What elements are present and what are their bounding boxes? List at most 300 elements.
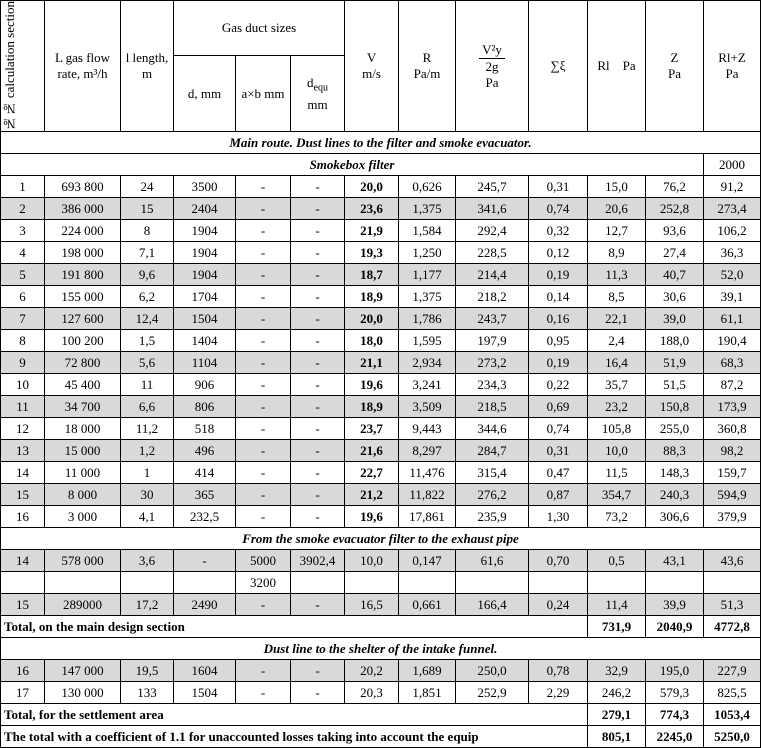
cell-length: 1,2 [121,440,174,462]
cell-velocity: 23,7 [345,418,399,440]
cell-section: 15 [1,594,45,616]
cell-xi: 0,78 [529,660,588,682]
table-row [1,264,761,286]
header-r: R Pa/m [399,1,456,132]
cell-dequ: - [291,506,345,528]
total-area-row [1,704,761,726]
cell-section: 13 [1,440,45,462]
cell-xi: 0,12 [529,242,588,264]
cell-rlz: 360,8 [704,418,761,440]
cell-z: 188,0 [646,330,704,352]
cell-rlz: 68,3 [704,352,761,374]
header-sizes: Gas duct sizes [174,1,345,56]
header-dequ: $d_{equ}$ mm [291,56,345,132]
header-d: d, mm [174,56,236,132]
total-main-rlz: 4772,8 [704,616,761,638]
cell-flow: 3 000 [45,506,121,528]
cell-rlz: 36,3 [704,242,761,264]
cell-axb-second: 3200 [236,572,291,594]
cell-axb: 5000 [236,550,291,572]
cell-rl: 11,3 [588,264,646,286]
cell-xi: 0,74 [529,198,588,220]
total-coef-rl: 805,1 [588,726,646,748]
header-z: Z Pa [646,1,704,132]
cell-rl: 10,0 [588,440,646,462]
cell-axb: - [236,484,291,506]
cell-d: 518 [174,418,236,440]
cell-length: 3,6 [121,550,174,572]
cell-dequ: - [291,308,345,330]
cell-axb: - [236,264,291,286]
cell-z: 306,6 [646,506,704,528]
cell-dequ: - [291,682,345,704]
cell-velocity: 16,5 [345,594,399,616]
cell-flow: 15 000 [45,440,121,462]
cell-axb: - [236,660,291,682]
cell-r: 11,822 [399,484,456,506]
cell-length: 11 [121,374,174,396]
cell-dequ: - [291,418,345,440]
cell-dynamic: 61,6 [456,550,529,572]
cell-rl: 11,5 [588,462,646,484]
table-row [1,462,761,484]
cell-flow: 578 000 [45,550,121,572]
table-row [1,418,761,440]
cell-xi: 1,30 [529,506,588,528]
cell-flow: 11 000 [45,462,121,484]
cell-flow: 224 000 [45,220,121,242]
cell-flow: 18 000 [45,418,121,440]
cell-section: 5 [1,264,45,286]
cell-rlz: 106,2 [704,220,761,242]
cell-r: 1,851 [399,682,456,704]
cell-xi: 0,95 [529,330,588,352]
cell-dequ: - [291,286,345,308]
cell-z: 76,2 [646,176,704,198]
cell-d: 1104 [174,352,236,374]
cell-length: 6,6 [121,396,174,418]
cell-rlz: 87,2 [704,374,761,396]
cell-dynamic: 218,2 [456,286,529,308]
cell-xi: 0,70 [529,550,588,572]
cell-section: 2 [1,198,45,220]
cell-axb: - [236,682,291,704]
table-row [1,374,761,396]
cell-length: 19,5 [121,660,174,682]
cell-section: 12 [1,418,45,440]
cell-rl: 8,9 [588,242,646,264]
cell-z: 255,0 [646,418,704,440]
cell-dynamic: 245,7 [456,176,529,198]
cell-z: 40,7 [646,264,704,286]
total-coef-z: 2245,0 [646,726,704,748]
header-rlz: Rl+Z Pa [704,1,761,132]
table-row [1,286,761,308]
cell-r: 0,147 [399,550,456,572]
cell-velocity: 10,0 [345,550,399,572]
total-coef-label: The total with a coefficient of 1.1 for unaccounted losses taking into account the equip [1,726,588,748]
cell-axb: - [236,308,291,330]
cell-section: 17 [1,682,45,704]
cell-length: 24 [121,176,174,198]
cell-xi: 0,32 [529,220,588,242]
cell-xi: 0,19 [529,352,588,374]
cell-r: 1,584 [399,220,456,242]
total-main-z: 2040,9 [646,616,704,638]
total-main-rl: 731,9 [588,616,646,638]
cell-flow: 155 000 [45,286,121,308]
cell-rl: 32,9 [588,660,646,682]
header-dynamic-pressure: V²y 2g Pa [456,1,529,132]
cell-section: 14 [1,462,45,484]
total-area-rlz: 1053,4 [704,704,761,726]
table-row [1,176,761,198]
table-row [1,550,761,572]
cell-axb: - [236,220,291,242]
cell-dynamic: 341,6 [456,198,529,220]
cell-rlz: 91,2 [704,176,761,198]
table-row [1,682,761,704]
cell-rlz: 43,6 [704,550,761,572]
cell-velocity: 21,6 [345,440,399,462]
cell-d: 1904 [174,220,236,242]
cell-d: 3500 [174,176,236,198]
cell-z: 30,6 [646,286,704,308]
cell-axb: - [236,198,291,220]
cell-dynamic: 214,4 [456,264,529,286]
cell-dynamic: 273,2 [456,352,529,374]
cell-dequ: - [291,176,345,198]
header-axb: a×b mm [236,56,291,132]
cell-flow: 147 000 [45,660,121,682]
cell-axb: - [236,374,291,396]
cell-rlz: 51,3 [704,594,761,616]
cell-length: 7,1 [121,242,174,264]
cell-rlz: 379,9 [704,506,761,528]
cell-rl: 15,0 [588,176,646,198]
cell-dequ: - [291,330,345,352]
cell-length: 15 [121,198,174,220]
cell-xi: 0,69 [529,396,588,418]
cell-xi: 0,14 [529,286,588,308]
cell-dynamic: 344,6 [456,418,529,440]
cell-z: 93,6 [646,220,704,242]
table-row [1,484,761,506]
cell-length: 5,6 [121,352,174,374]
cell-section: 8 [1,330,45,352]
cell-r: 1,375 [399,198,456,220]
cell-xi: 0,19 [529,264,588,286]
cell-section: 16 [1,660,45,682]
cell-section: 1 [1,176,45,198]
cell-flow: 127 600 [45,308,121,330]
cell-rlz: 190,4 [704,330,761,352]
cell-length: 4,1 [121,506,174,528]
cell-rl: 73,2 [588,506,646,528]
total-main-row [1,616,761,638]
section-smokebox-filter: Smokebox filter [1,154,704,176]
cell-dynamic: 292,4 [456,220,529,242]
cell-axb: - [236,396,291,418]
cell-axb: - [236,462,291,484]
cell-d: 1704 [174,286,236,308]
cell-velocity: 22,7 [345,462,399,484]
cell-section: 16 [1,506,45,528]
cell-rl: 11,4 [588,594,646,616]
cell-dequ: - [291,660,345,682]
cell-axb: - [236,330,291,352]
cell-d: 496 [174,440,236,462]
cell-z: 51,9 [646,352,704,374]
cell-dynamic: 235,9 [456,506,529,528]
cell-dequ: - [291,242,345,264]
cell-dequ: - [291,440,345,462]
cell-rl: 2,4 [588,330,646,352]
cell-velocity: 19,6 [345,374,399,396]
cell-rl: 20,6 [588,198,646,220]
table-row [1,220,761,242]
cell-dynamic: 218,5 [456,396,529,418]
cell-section: 9 [1,352,45,374]
table-row [1,594,761,616]
table-row [1,506,761,528]
cell-length: 6,2 [121,286,174,308]
total-coef-row [1,726,761,748]
cell-flow: 72 800 [45,352,121,374]
cell-r: 9,443 [399,418,456,440]
cell-length: 9,6 [121,264,174,286]
total-area-label: Total, for the settlement area [1,704,588,726]
smokebox-extra-value: 2000 [704,154,761,176]
cell-dynamic: 276,2 [456,484,529,506]
cell-rlz: 227,9 [704,660,761,682]
cell-flow: 386 000 [45,198,121,220]
header-velocity: V m/s [345,1,399,132]
cell-xi: 0,24 [529,594,588,616]
cell-z: 195,0 [646,660,704,682]
cell-z: 51,5 [646,374,704,396]
cell-r: 17,861 [399,506,456,528]
total-area-rl: 279,1 [588,704,646,726]
total-coef-rlz: 5250,0 [704,726,761,748]
cell-d: 414 [174,462,236,484]
cell-length: 30 [121,484,174,506]
cell-dynamic: 250,0 [456,660,529,682]
cell-section: 6 [1,286,45,308]
cell-xi: 0,31 [529,440,588,462]
cell-dequ: - [291,484,345,506]
cell-z: 240,3 [646,484,704,506]
cell-flow: 198 000 [45,242,121,264]
cell-d: 365 [174,484,236,506]
cell-section: 10 [1,374,45,396]
cell-axb: - [236,352,291,374]
cell-length: 8 [121,220,174,242]
cell-d: - [174,550,236,572]
cell-d: 1504 [174,308,236,330]
table-row [1,330,761,352]
cell-velocity: 19,6 [345,506,399,528]
cell-rl: 0,5 [588,550,646,572]
cell-rl: 16,4 [588,352,646,374]
cell-dequ: - [291,462,345,484]
cell-rlz: 173,9 [704,396,761,418]
cell-rl: 12,7 [588,220,646,242]
cell-dequ: - [291,198,345,220]
cell-rl: 246,2 [588,682,646,704]
cell-z: 579,3 [646,682,704,704]
cell-dynamic: 166,4 [456,594,529,616]
cell-d: 1604 [174,660,236,682]
cell-rlz: 273,4 [704,198,761,220]
cell-flow: 130 000 [45,682,121,704]
cell-velocity: 19,3 [345,242,399,264]
table-row [1,352,761,374]
cell-xi: 0,22 [529,374,588,396]
section-shelter: Dust line to the shelter of the intake funnel. [1,638,761,660]
header-section: №№ calculation section [1,1,45,132]
cell-length: 1,5 [121,330,174,352]
cell-dequ: - [291,594,345,616]
cell-dynamic: 284,7 [456,440,529,462]
cell-dequ: - [291,396,345,418]
cell-velocity: 20,0 [345,308,399,330]
cell-rl: 8,5 [588,286,646,308]
cell-velocity: 20,2 [345,660,399,682]
table-body [1,132,761,748]
cell-r: 1,595 [399,330,456,352]
cell-dequ: 3902,4 [291,550,345,572]
cell-d: 906 [174,374,236,396]
cell-r: 1,786 [399,308,456,330]
cell-z: 27,4 [646,242,704,264]
cell-d: 232,5 [174,506,236,528]
header-xi: ∑ξ [529,1,588,132]
cell-z: 39,0 [646,308,704,330]
table-row [1,440,761,462]
cell-flow: 693 800 [45,176,121,198]
header-length: l length, m [121,1,174,132]
cell-axb: - [236,242,291,264]
cell-r: 0,626 [399,176,456,198]
cell-rlz: 159,7 [704,462,761,484]
cell-rl: 354,7 [588,484,646,506]
table-row [1,308,761,330]
cell-rlz: 39,1 [704,286,761,308]
cell-r: 1,375 [399,286,456,308]
cell-dynamic: 197,9 [456,330,529,352]
cell-axb: - [236,594,291,616]
cell-dynamic: 315,4 [456,462,529,484]
cell-flow: 289000 [45,594,121,616]
cell-axb: - [236,286,291,308]
cell-r: 1,250 [399,242,456,264]
cell-rl: 105,8 [588,418,646,440]
cell-z: 39,9 [646,594,704,616]
cell-xi: 0,74 [529,418,588,440]
cell-r: 1,177 [399,264,456,286]
cell-rlz: 52,0 [704,264,761,286]
cell-z: 88,3 [646,440,704,462]
total-main-label: Total, on the main design section [1,616,588,638]
cell-d: 2490 [174,594,236,616]
cell-r: 2,934 [399,352,456,374]
cell-section: 14 [1,550,45,572]
cell-length: 11,2 [121,418,174,440]
cell-r: 0,661 [399,594,456,616]
cell-d: 1504 [174,682,236,704]
cell-axb: - [236,506,291,528]
cell-xi: 0,87 [529,484,588,506]
cell-length: 133 [121,682,174,704]
cell-rl: 23,2 [588,396,646,418]
cell-velocity: 21,1 [345,352,399,374]
cell-axb: - [236,418,291,440]
cell-section: 11 [1,396,45,418]
cell-flow: 191 800 [45,264,121,286]
header-rl: Rl Pa [588,1,646,132]
cell-rlz: 98,2 [704,440,761,462]
cell-z: 43,1 [646,550,704,572]
cell-section: 3 [1,220,45,242]
cell-d: 1904 [174,264,236,286]
cell-velocity: 20,0 [345,176,399,198]
cell-z: 148,3 [646,462,704,484]
cell-section: 7 [1,308,45,330]
cell-xi: 0,47 [529,462,588,484]
cell-dequ: - [291,220,345,242]
cell-section: 15 [1,484,45,506]
table-row [1,572,761,594]
cell-d: 1904 [174,242,236,264]
cell-r: 8,297 [399,440,456,462]
header-flow: L gas flow rate, m³/h [45,1,121,132]
cell-velocity: 18,9 [345,396,399,418]
table-row [1,660,761,682]
cell-r: 3,241 [399,374,456,396]
cell-rl: 35,7 [588,374,646,396]
cell-velocity: 18,9 [345,286,399,308]
cell-velocity: 20,3 [345,682,399,704]
section-main-route: Main route. Dust lines to the filter and smoke evacuator. [1,132,761,154]
cell-z: 150,8 [646,396,704,418]
cell-xi: 0,16 [529,308,588,330]
cell-axb: - [236,440,291,462]
cell-velocity: 23,6 [345,198,399,220]
cell-flow: 45 400 [45,374,121,396]
table-row [1,396,761,418]
cell-xi: 2,29 [529,682,588,704]
cell-r: 11,476 [399,462,456,484]
cell-z: 252,8 [646,198,704,220]
cell-length: 1 [121,462,174,484]
cell-dequ: - [291,352,345,374]
cell-dynamic: 228,5 [456,242,529,264]
cell-flow: 8 000 [45,484,121,506]
table-row [1,198,761,220]
total-area-z: 774,3 [646,704,704,726]
cell-dynamic: 234,3 [456,374,529,396]
cell-velocity: 21,2 [345,484,399,506]
cell-xi: 0,31 [529,176,588,198]
cell-dequ: - [291,264,345,286]
cell-velocity: 18,7 [345,264,399,286]
table-row [1,242,761,264]
cell-flow: 100 200 [45,330,121,352]
cell-rl: 22,1 [588,308,646,330]
cell-dequ: - [291,374,345,396]
cell-d: 1404 [174,330,236,352]
